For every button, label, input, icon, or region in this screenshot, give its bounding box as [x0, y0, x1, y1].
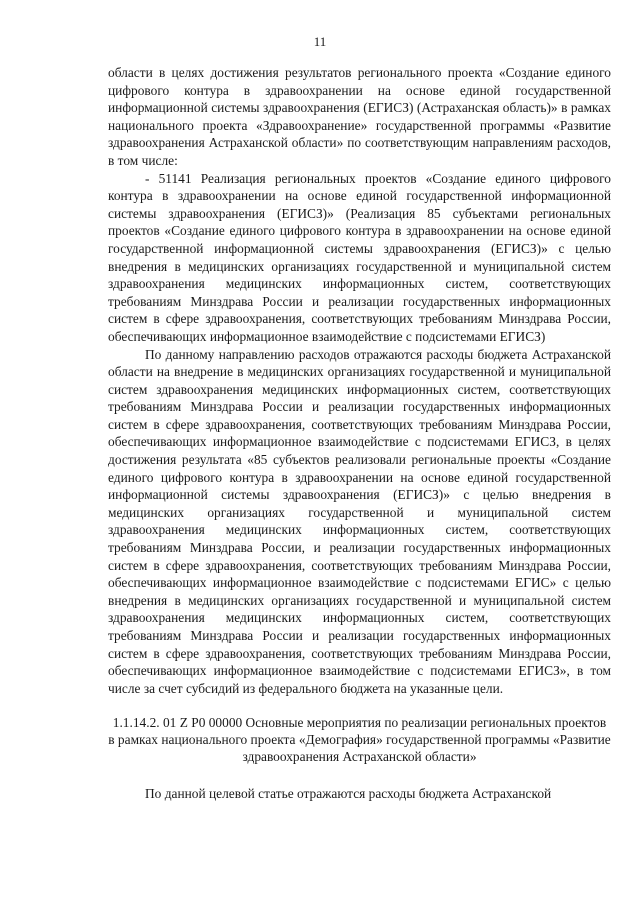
paragraph-closing: По данной целевой статье отражаются расходы бюджета Астраханской [145, 786, 552, 802]
paragraph-intro: области в целях достижения результатов регионального проекта «Создание единого цифрового контура в здравоохранении на основе единой государственной информационной системы здравоохранения (ЕГИСЗ) (Астраханская область)» в рамках национального проекта «Здравоохранение» государственной программы «Развитие здравоохранения Астраханской области» по соответствующим направлениям расходов, в том числе: [108, 65, 611, 168]
document-body [108, 64, 611, 803]
paragraph-item-51141: - 51141 Реализация региональных проектов «Создание единого цифрового контура в здравоохранении на основе единой государственной информационной системы здравоохранения (ЕГИСЗ)» (Реализация 85 субъектами региональных проектов «Создание единого цифрового контура в здравоохранении на основе единой государственной информационной системы здравоохранения (ЕГИСЗ)» с целью внедрения в медицинских организациях государственной и муниципальной систем здравоохранения медицинских информационных систем, соответствующих требованиям Минздрава России и реализации государственных информационных систем в сфере здравоохранения, соответствующих требованиям Минздрава России, обеспечивающих информационное взаимодействие с подсистемами ЕГИСЗ) [108, 170, 611, 344]
page-number: 11 [313, 34, 327, 49]
paragraph-direction-description: По данному направлению расходов отражаются расходы бюджета Астраханской области на внедрение в медицинских организациях государственной и муниципальной систем здравоохранения медицинских информационных систем, соответствующих требованиям Минздрава России и реализации государственных информационных систем в сфере здравоохранения, соответствующих требованиям Минздрава России, обеспечивающих информационное взаимодействие с подсистемами ЕГИСЗ, в целях достижения результата «85 субъектов реализовали региональные проекты «Создание единого цифрового контура в здравоохранении на основе единой государственной информационной системы здравоохранения (ЕГИСЗ)» с целью внедрения в медицинских организациях государственной и муниципальной систем здравоохранения медицинских информационных систем, соответствующих требованиям Минздрава России, и реализации государственных информационных систем в сфере здравоохранения, соответствующих требованиям Минздрава России, обеспечивающих информационное взаимодействие с подсистемами ЕГИС» с целью внедрения в медицинских организациях государственной и муниципальной систем здравоохранения медицинских информационных систем, соответствующих требованиям Минздрава России и реализации государственных информационных систем в сфере здравоохранения, соответствующих требованиям Минздрава России, обеспечивающих информационное взаимодействие с подсистемами ЕГИСЗ», в том числе за счет субсидий из федерального бюджета на указанные цели. [108, 346, 611, 696]
section-heading: 1.1.14.2. 01 Z P0 00000 Основные мероприятия по реализации региональных проектов в рамках национального проекта «Демография» государственной программы «Развитие здравоохранения Астраханской области» [108, 715, 611, 765]
